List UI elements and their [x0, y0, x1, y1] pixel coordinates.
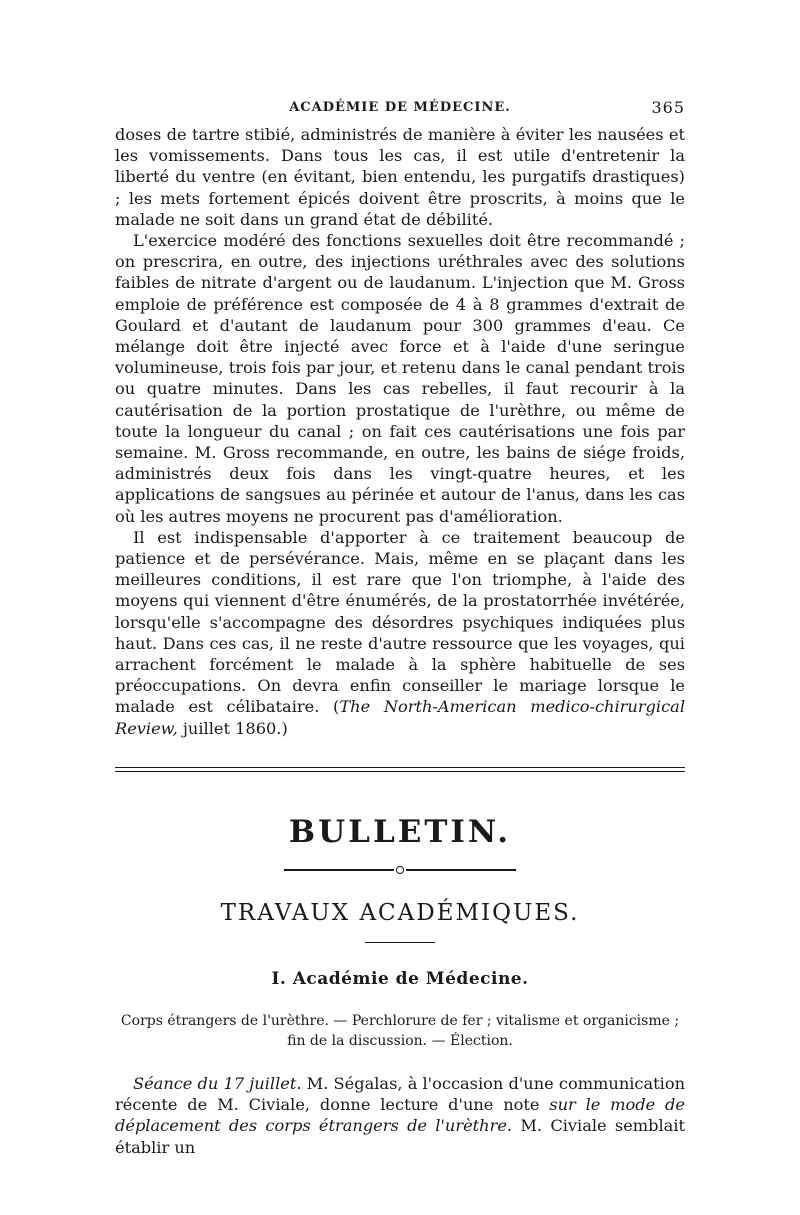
ornament-line-right	[406, 869, 516, 871]
bulletin-title: BULLETIN.	[288, 813, 512, 850]
running-header	[115, 92, 685, 120]
page	[115, 92, 685, 1158]
source-date: juillet 1860.)	[177, 718, 288, 738]
short-rule-divider	[365, 942, 435, 943]
paragraph-3-text: Il est indispensable d'apporter à ce traitement beaucoup de patience et de persévérance. Mais, même en se plaçant dans les meilleures conditions, il est rare que l'on triomphe, à l'aide des moyens qui viennent d'être énumérés, de la prostatorrhée invétérée, lorsqu'elle s'accompagne des désordres psychiques indiquées plus haut. Dans ces cas, il ne reste d'autre ressource que les voyages, qui arrachent forcément le malade à la sphère habituelle de ses préoccupations. On devra enfin conseiller le mariage lorsque le malade est célibataire. (	[115, 527, 685, 717]
article-body	[115, 124, 685, 739]
session-summary	[115, 1011, 685, 1051]
summary-line-2: fin de la discussion. — Élection.	[287, 1032, 513, 1049]
summary-line-1: Corps étrangers de l'urèthre. — Perchlorure de fer ; vitalisme et organicisme ;	[120, 1012, 680, 1029]
session-text-a: M. Ségalas, à l'occasion d'une communication récente de M. Civiale, donne lecture d'une note	[115, 1073, 686, 1115]
session-date: Séance du 17 juillet.	[133, 1073, 302, 1093]
ornament-line-left	[284, 869, 394, 871]
page-number: 365	[651, 98, 685, 117]
paragraph-1: doses de tartre stibié, administrés de manière à éviter les nausées et les vomissements. Dans tous les cas, il est utile d'entretenir la liberté du ventre (en évitant, bien entendu, les purgatifs drastiques) ; les mets fortement épicés doivent être proscrits, à moins que le malade ne soit dans un grand état de débilité.	[115, 125, 685, 229]
double-rule-divider	[115, 767, 685, 772]
session-paragraph	[115, 1073, 685, 1158]
note-title: sur le mode de déplacement des corps étrangers de l'urèthre.	[115, 1095, 685, 1136]
running-title: ACADÉMIE DE MÉDECINE.	[289, 100, 511, 115]
ornament-dot	[396, 866, 404, 874]
source-citation: The North-American medico-chirurgical Review,	[115, 697, 685, 738]
subsection-title: I. Académie de Médecine.	[271, 968, 529, 989]
session-text-b: M. Civiale semblait établir un	[115, 1116, 685, 1157]
section-title: TRAVAUX ACADÉMIQUES.	[220, 899, 580, 926]
ornament-divider	[115, 860, 685, 870]
paragraph-3	[115, 527, 685, 739]
paragraph-2: L'exercice modéré des fonctions sexuelles doit être recommandé ; on prescrira, en outre, des injections uréthrales avec des solutions faibles de nitrate d'argent ou de laudanum. L'injection que M. Gross emploie de préférence est composée de 4 à 8 grammes d'extrait de Goulard et d'autant de laudanum pour 300 grammes d'eau. Ce mélange doit être injecté avec force et à l'aide d'une seringue volumineuse, trois fois par jour, et retenu dans le canal pendant trois ou quatre minutes. Dans les cas rebelles, il faut recourir à la cautérisation de la portion prostatique de l'urèthre, ou même de toute la longueur du canal ; on fait ces cautérisations une fois par semaine. M. Gross recommande, en outre, les bains de siége froids, administrés deux fois dans les vingt-quatre heures, et les applications de sangsues au périnée et autour de l'anus, dans les cas où les autres moyens ne procurent pas d'amélioration.	[115, 231, 685, 526]
